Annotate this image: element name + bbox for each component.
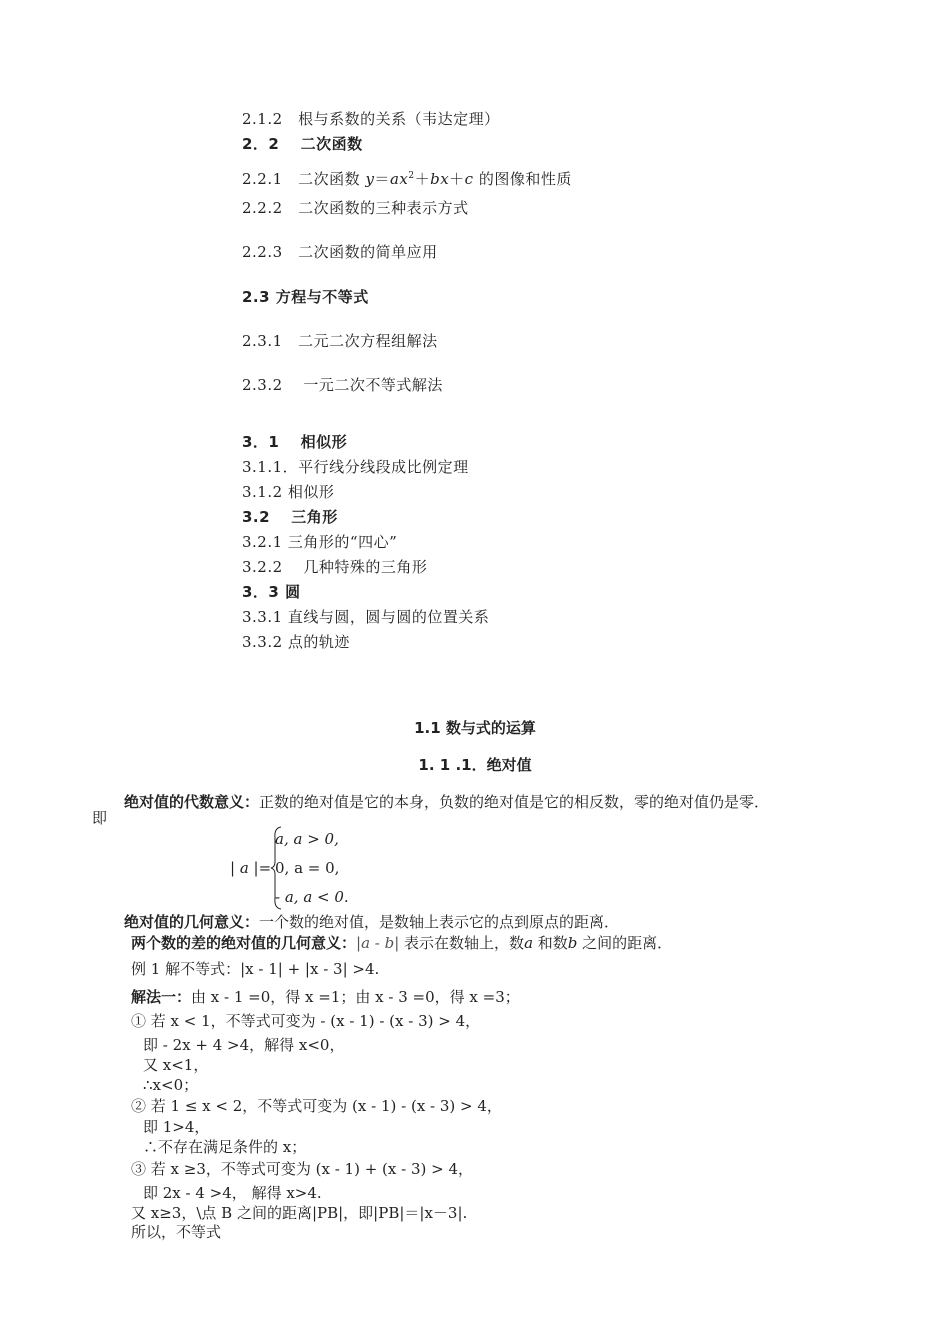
toc-line-2-2: 2．2 二次函数 xyxy=(242,135,363,153)
difference-expr: |a - b| xyxy=(356,934,400,952)
difference-meaning xyxy=(131,933,672,953)
case-3-step-b: 又 x≥3，\点 B 之间的距离|PB|，即|PB|＝|x－3|. xyxy=(131,1204,468,1222)
toc-line-3-3-2: 3.3.2 点的轨迹 xyxy=(242,633,350,651)
case-1-step-c: ∴x<0； xyxy=(143,1076,199,1094)
toc-line-2-1-2: 2.1.2 根与系数的关系（韦达定理） xyxy=(242,110,500,128)
geometric-meaning xyxy=(124,912,619,932)
case-1-step-a: 即 - 2x + 4 >4，解得 x<0， xyxy=(143,1036,345,1054)
toc-2-2-1-suffix: 的图像和性质 xyxy=(473,170,572,188)
geometric-text: 一个数的绝对值，是数轴上表示它的点到原点的距离． xyxy=(259,913,620,931)
case-3-step-a: 即 2x - 4 >4， 解得 x>4. xyxy=(143,1184,322,1202)
case-1-step-b: 又 x<1， xyxy=(143,1056,209,1074)
difference-text: 表示在数轴上，数 xyxy=(399,934,525,952)
case-positive: a, a > 0, xyxy=(275,830,339,848)
algebraic-meaning xyxy=(124,792,769,812)
solution-label: 解法一： xyxy=(131,988,192,1006)
conclusion: 所以，不等式 xyxy=(131,1223,222,1241)
var-y: y xyxy=(365,170,375,188)
difference-mid: 和数 xyxy=(533,934,568,952)
case-1: ① 若 x < 1，不等式可变为 - (x - 1) - (x - 3) > 4， xyxy=(131,1012,481,1030)
difference-end: 之间的距离． xyxy=(577,934,673,952)
solution-text: 由 x - 1 =0，得 x =1；由 x - 3 =0，得 x =3； xyxy=(191,988,520,1006)
toc-line-3-2-1: 3.2.1 三角形的“四心” xyxy=(242,533,398,551)
algebraic-label: 绝对值的代数意义： xyxy=(124,793,260,811)
equals-sign: ＝ xyxy=(374,170,390,188)
toc-line-3-2-2: 3.2.2 几种特殊的三角形 xyxy=(242,558,428,576)
var-a: a xyxy=(524,934,534,952)
term-ax: ax xyxy=(389,170,409,188)
toc-line-3-3-1: 3.3.1 直线与圆，圆与圆的位置关系 xyxy=(242,608,490,626)
case-2-step-b: ∴不存在满足条件的 x； xyxy=(143,1138,307,1156)
toc-line-3-1: 3．1 相似形 xyxy=(242,433,348,451)
toc-line-2-3-1: 2.3.1 二元二次方程组解法 xyxy=(242,332,438,350)
solution-intro xyxy=(131,987,520,1007)
toc-line-2-2-3: 2.2.3 二次函数的简单应用 xyxy=(242,243,438,261)
section-subtitle: 1. 1 .1．绝对值 xyxy=(418,756,532,774)
example-label: 例 1 解不等式： xyxy=(131,960,241,978)
piecewise-definition xyxy=(230,826,410,910)
ji-word: 即 xyxy=(92,809,108,827)
plus-sign: ＋ xyxy=(414,170,431,188)
toc-line-3-3: 3．3 圆 xyxy=(242,583,301,601)
toc-2-2-1-label: 2.2.1 二次函数 xyxy=(242,170,366,188)
term-bx: bx xyxy=(430,170,450,188)
toc-line-2-3-2: 2.3.2 一元二次不等式解法 xyxy=(242,376,443,394)
toc-line-3-1-1: 3.1.1．平行线分线段成比例定理 xyxy=(242,458,469,476)
section-title: 1.1 数与式的运算 xyxy=(414,719,536,737)
case-2: ② 若 1 ≤ x < 2，不等式可变为 (x - 1) - (x - 3) > 4， xyxy=(131,1097,502,1115)
var-b: b xyxy=(567,934,578,952)
toc-line-3-1-2: 3.1.2 相似形 xyxy=(242,483,335,501)
plus-sign-2: ＋ xyxy=(449,170,465,188)
toc-line-2-3: 2.3 方程与不等式 xyxy=(242,288,369,306)
def-lhs: | a |= xyxy=(230,859,272,877)
example-1 xyxy=(131,959,379,979)
toc-line-2-2-1 xyxy=(242,166,572,189)
exponent-2: 2 xyxy=(408,171,415,181)
toc-line-3-2: 3.2 三角形 xyxy=(242,508,338,526)
geometric-label: 绝对值的几何意义： xyxy=(124,913,260,931)
example-expression: |x - 1| + |x - 3| >4. xyxy=(240,960,380,978)
case-zero: 0, a = 0, xyxy=(275,859,340,877)
case-3: ③ 若 x ≥3，不等式可变为 (x - 1) + (x - 3) > 4， xyxy=(131,1160,474,1178)
case-2-step-a: 即 1>4， xyxy=(143,1118,210,1136)
difference-label: 两个数的差的绝对值的几何意义： xyxy=(131,934,357,952)
toc-line-2-2-2: 2.2.2 二次函数的三种表示方式 xyxy=(242,199,469,217)
term-c: c xyxy=(464,170,474,188)
case-negative: - a, a < 0. xyxy=(275,888,349,906)
algebraic-text: 正数的绝对值是它的本身，负数的绝对值是它的相反数，零的绝对值仍是零． xyxy=(259,793,770,811)
